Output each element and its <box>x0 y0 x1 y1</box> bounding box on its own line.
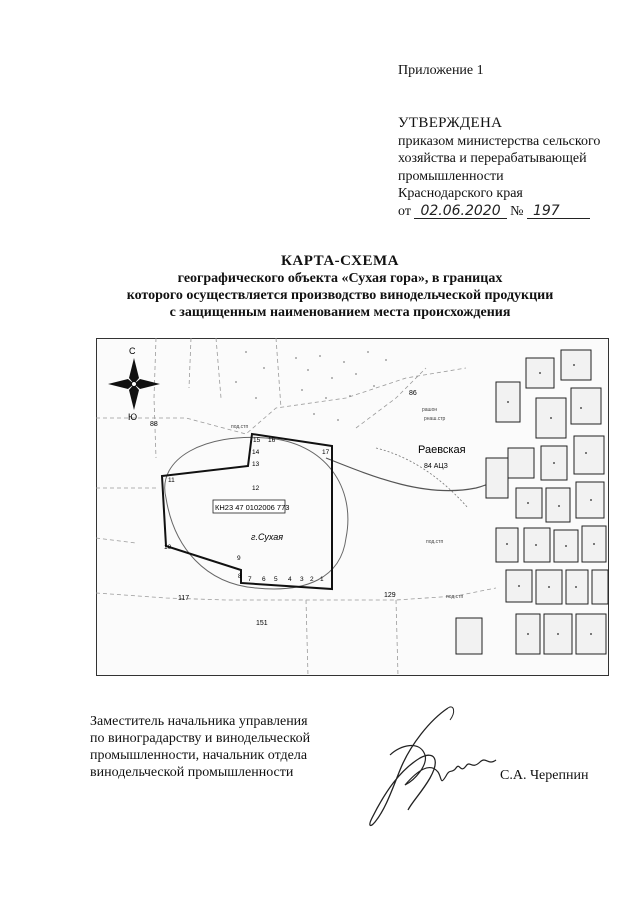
point-label: 10 <box>164 544 172 551</box>
point-label: 6 <box>262 576 266 583</box>
map-small-label: рашон <box>422 407 438 413</box>
approval-heading: УТВЕРЖДЕНА <box>398 115 503 131</box>
point-label: 1 <box>320 576 324 583</box>
map-small-label: рнаш.стр <box>424 416 446 422</box>
block-label: 117 <box>178 595 190 602</box>
map-scheme <box>96 338 609 676</box>
number-value: 197 <box>527 204 590 219</box>
point-label: 15 <box>253 437 261 444</box>
settlement-label: Раевская <box>418 444 466 456</box>
position-line: промышленности, начальник отдела <box>90 748 308 763</box>
title-line: которого осуществляется производство винодельческой продукции <box>126 288 554 303</box>
position-line: по виноградарству и винодельческой <box>90 731 311 746</box>
block-label: 86 <box>409 390 417 397</box>
appendix-label: Приложение 1 <box>398 63 484 78</box>
position-line: Заместитель начальника управления <box>90 714 308 729</box>
title-line: географического объекта «Сухая гора», в границах <box>177 271 503 286</box>
point-label: 3 <box>300 576 304 583</box>
area-name-label: г.Сухая <box>251 532 284 542</box>
block-label: 129 <box>384 592 396 599</box>
position-line: винодельческой промышленности <box>90 765 294 780</box>
signatory-position <box>90 713 310 781</box>
map-small-label: под.стп <box>446 594 464 600</box>
parcel-code-label: КН23 47 0102006 773 <box>215 503 290 512</box>
block-label: 84 АЦЗ <box>424 463 448 470</box>
point-label: 2 <box>310 576 314 583</box>
date-value: 02.06.2020 <box>414 204 506 219</box>
point-label: 12 <box>252 485 260 492</box>
title-main: КАРТА-СХЕМА <box>281 253 399 269</box>
approval-line: хозяйства и перерабатывающей <box>398 151 587 166</box>
point-label: 13 <box>252 461 260 468</box>
compass-north-label: С <box>129 346 136 356</box>
point-label: 7 <box>248 576 252 583</box>
handwritten-signature <box>330 700 510 840</box>
point-label: 9 <box>237 555 241 562</box>
approval-line: Краснодарского края <box>398 186 523 201</box>
approval-line: промышленности <box>398 168 504 184</box>
approval-line: приказом министерства сельского <box>398 133 601 149</box>
approval-date-row <box>398 203 600 221</box>
point-label: 4 <box>288 576 292 583</box>
signer-name: С.А. Черепнин <box>500 768 589 783</box>
point-label: 16 <box>268 437 276 444</box>
point-label: 8 <box>238 573 242 580</box>
point-label: 11 <box>168 477 175 484</box>
block-label: 88 <box>150 421 158 428</box>
date-prefix: от <box>398 203 411 219</box>
block-label: 151 <box>256 620 268 627</box>
map-small-label: под.стп <box>231 424 249 430</box>
title-line: с защищенным наименованием места происхождения <box>169 305 511 320</box>
map-small-label: под.стп <box>426 539 444 545</box>
approval-block <box>398 115 600 220</box>
document-title <box>60 253 620 321</box>
number-prefix: № <box>510 203 524 219</box>
point-label: 17 <box>322 449 330 456</box>
compass-south-label: Ю <box>128 412 138 422</box>
point-label: 14 <box>252 449 260 456</box>
point-label: 5 <box>274 576 278 583</box>
